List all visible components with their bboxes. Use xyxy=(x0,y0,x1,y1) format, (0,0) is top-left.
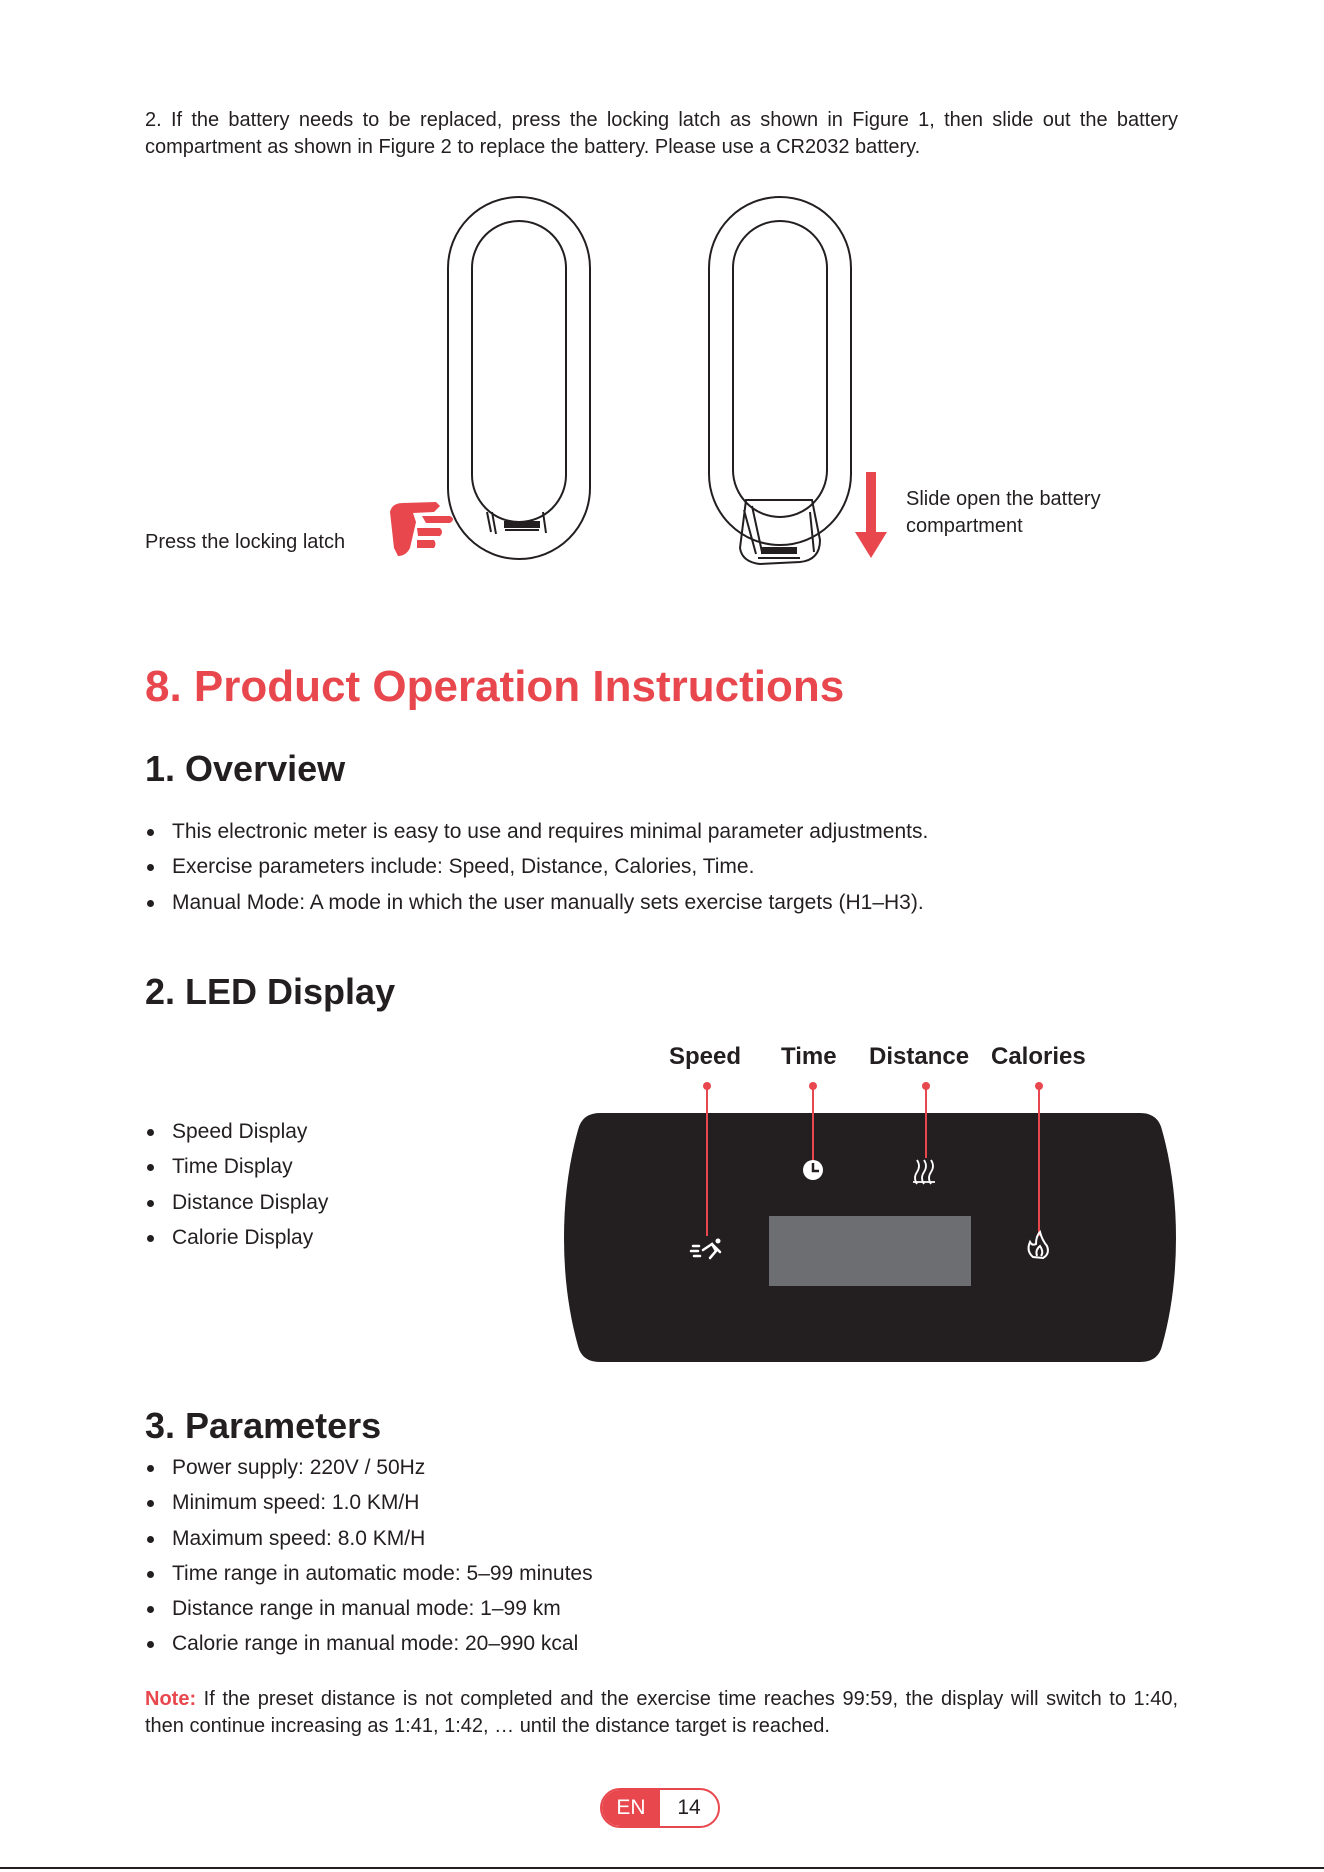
note-label: Note: xyxy=(145,1688,197,1710)
parameters-list xyxy=(145,1450,593,1662)
slide-open-caption: Slide open the battery compartment xyxy=(906,488,1101,537)
list-item: Time range in automatic mode: 5–99 minutes xyxy=(145,1556,593,1591)
remote-figure-2 xyxy=(709,197,851,564)
remote-figure-1 xyxy=(448,197,590,559)
led-display-list xyxy=(145,1114,328,1255)
speed-label: Speed xyxy=(669,1043,742,1070)
list-item: Minimum speed: 1.0 KM/H xyxy=(145,1485,593,1520)
pointing-hand-icon xyxy=(390,502,453,556)
down-arrow-icon xyxy=(855,472,887,558)
time-label: Time xyxy=(781,1043,837,1070)
led-display-panel xyxy=(560,1078,1180,1368)
list-item: This electronic meter is easy to use and requires minimal parameter adjustments. xyxy=(145,814,928,849)
list-item: Power supply: 220V / 50Hz xyxy=(145,1450,593,1485)
list-item: Exercise parameters include: Speed, Distance, Calories, Time. xyxy=(145,849,928,884)
list-item: Time Display xyxy=(145,1149,328,1184)
page-number-badge xyxy=(600,1788,720,1828)
clock-icon xyxy=(803,1160,823,1180)
press-latch-caption: Press the locking latch xyxy=(145,531,346,553)
led-display-heading: 2. LED Display xyxy=(145,971,396,1012)
display-screen xyxy=(769,1216,971,1286)
language-label: EN xyxy=(602,1790,660,1826)
list-item: Maximum speed: 8.0 KM/H xyxy=(145,1521,593,1556)
list-item: Speed Display xyxy=(145,1114,328,1149)
list-item: Calorie range in manual mode: 20–990 kcal xyxy=(145,1626,593,1661)
distance-label: Distance xyxy=(869,1043,970,1070)
bottom-rule xyxy=(0,1867,1324,1869)
list-item: Distance Display xyxy=(145,1185,328,1220)
overview-list xyxy=(145,814,928,920)
list-item: Manual Mode: A mode in which the user manually sets exercise targets (H1–H3). xyxy=(145,885,928,920)
parameters-heading: 3. Parameters xyxy=(145,1405,382,1446)
list-item: Distance range in manual mode: 1–99 km xyxy=(145,1591,593,1626)
battery-paragraph: 2. If the battery needs to be replaced, press the locking latch as shown in Figure 1, then slide out the battery compartment as shown in Figure 2 to replace the battery. Please use a CR2032 battery. xyxy=(145,109,1178,158)
page-number: 14 xyxy=(677,1796,701,1819)
note-text: If the preset distance is not completed and the exercise time reaches 99:59, the display will switch to 1:40, then continue increasing as 1:41, 1:42, … until the distance target is reached. xyxy=(145,1688,1178,1737)
calories-label: Calories xyxy=(991,1043,1086,1070)
list-item: Calorie Display xyxy=(145,1220,328,1255)
section-title: 8. Product Operation Instructions xyxy=(145,662,845,711)
overview-heading: 1. Overview xyxy=(145,748,346,789)
note-paragraph xyxy=(145,1686,1178,1740)
